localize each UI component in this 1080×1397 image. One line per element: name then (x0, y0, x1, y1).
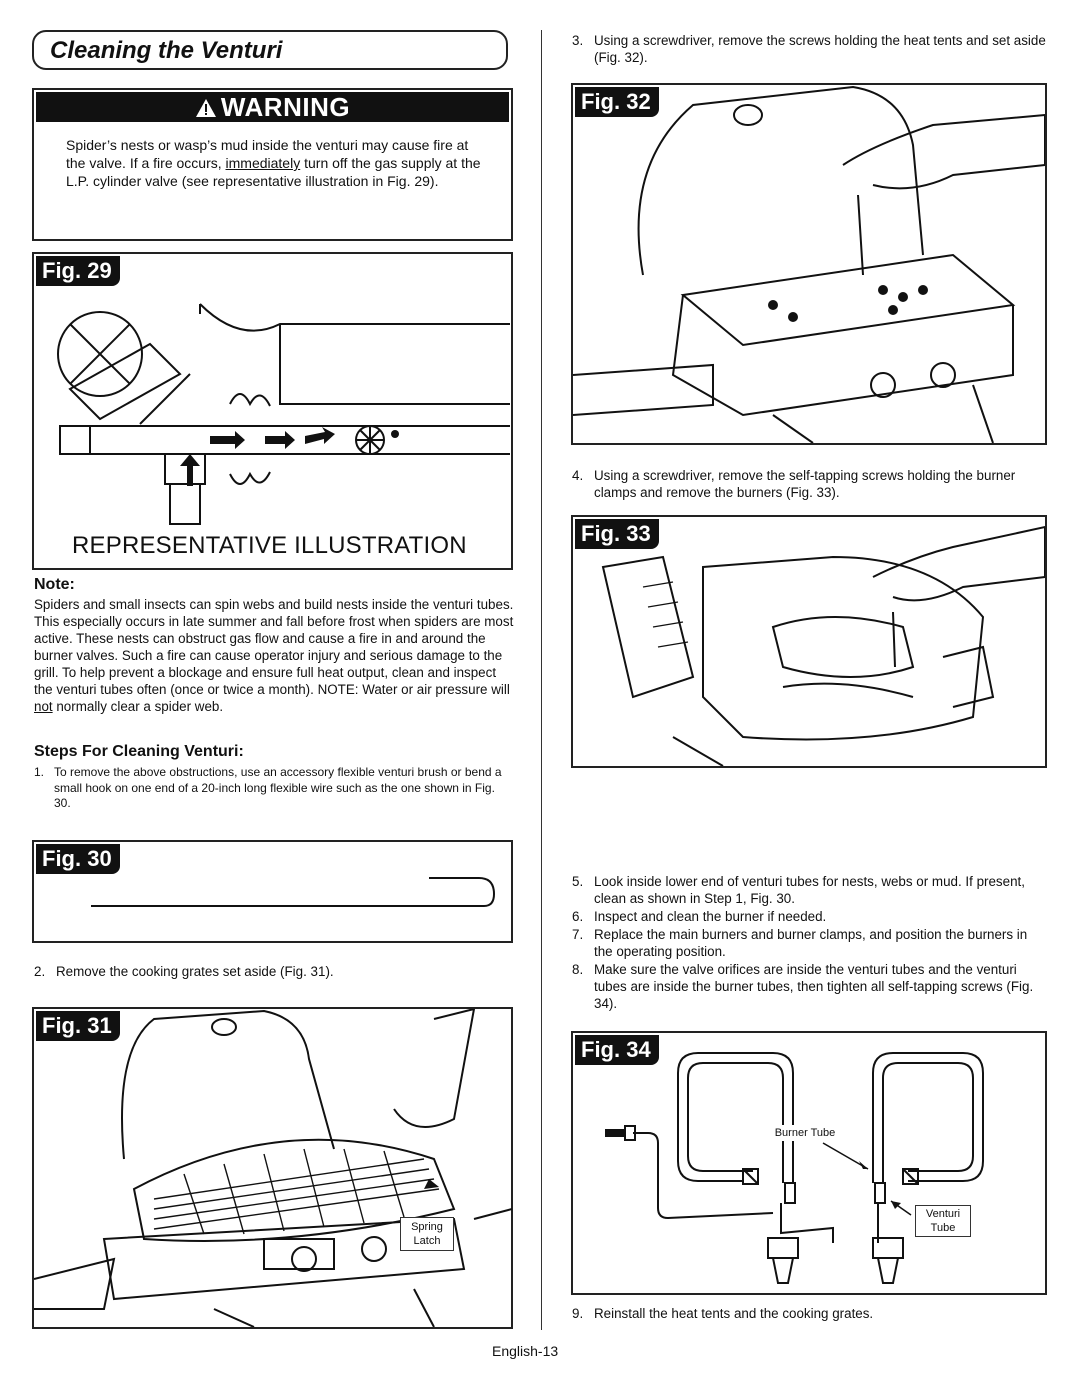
step-2-text: Remove the cooking grates set aside (Fig. 31). (56, 964, 334, 979)
burner-tube-callout: Burner Tube (763, 1125, 847, 1141)
section-title: Cleaning the Venturi (32, 30, 508, 70)
heat-tent-removal-illustration (573, 85, 1045, 443)
venturi-illustration (40, 294, 510, 532)
figure-31-label: Fig. 31 (36, 1011, 120, 1041)
warning-box (32, 88, 513, 241)
step-8 (572, 961, 1048, 1015)
step-9-text: Reinstall the heat tents and the cooking grates. (594, 1306, 874, 1321)
figure-33-label: Fig. 33 (575, 519, 659, 549)
note-text (34, 596, 514, 715)
note-heading: Note: (34, 576, 75, 593)
hook-wire-illustration (89, 870, 499, 910)
step-4-text: Using a screwdriver, remove the self-tapping screws holding the burner clamps and remove the burners (Fig. 33). (594, 468, 1016, 500)
figure-31 (32, 1007, 513, 1329)
spring-latch-callout: Spring Latch (400, 1217, 454, 1251)
figure-30-label: Fig. 30 (36, 844, 120, 874)
step-3-number: 3. (572, 33, 584, 48)
burner-venturi-illustration (573, 1033, 1045, 1293)
step-2 (34, 963, 514, 983)
warning-text (34, 122, 511, 190)
warning-header-text: WARNING (220, 92, 351, 122)
column-divider (541, 30, 542, 1330)
figure-34-label: Fig. 34 (575, 1035, 659, 1065)
step-1 (34, 765, 514, 815)
figure-33 (571, 515, 1047, 768)
step-5-number: 5. (572, 874, 584, 889)
step-9-number: 9. (572, 1306, 584, 1321)
note-text-part2: normally clear a spider web. (56, 699, 224, 714)
step-3-text: Using a screwdriver, remove the screws holding the heat tents and set aside (Fig. 32). (594, 33, 1046, 65)
step-1-text: To remove the above obstructions, use an accessory flexible venturi brush or bend a small hook on one end of a 20-inch long flexible wire such as the one shown in Fig. 30. (54, 765, 502, 810)
step-5-text: Look inside lower end of venturi tubes for nests, webs or mud. If present, clean as shown in Step 1, Fig. 30. (594, 874, 1025, 906)
steps-heading: Steps For Cleaning Venturi: (34, 743, 244, 760)
step-1-number: 1. (34, 765, 45, 779)
warning-triangle-icon (195, 98, 217, 118)
figure-30 (32, 840, 513, 943)
figure-32 (571, 83, 1047, 445)
step-2-number: 2. (34, 964, 46, 979)
step-8-text: Make sure the valve orifices are inside the venturi tubes and the venturi tubes are inside the burner tubes, then tighten all self-tapping screws (Fig. 34). (594, 962, 1034, 1011)
figure-29 (32, 252, 513, 570)
warning-text-part1: Spider’s nests or wasp’s mud inside the venturi may cause fire at the valve. If a fire occurs, (66, 137, 469, 171)
note-text-part1: Spiders and small insects can spin webs and build nests inside the venturi tubes. This especially occurs in late summer and fall before frost when spiders are most active. These nests can obstruct gas flow and cause a fire in and around the burner valves. Such a fire can cause operator injury and serious damage to the grill. To help prevent a blockage and ensure full heat output, clean and inspect the venturi tubes often (once or twice a month). NOTE: Water or air pressure will (34, 597, 514, 697)
step-7 (572, 926, 1048, 962)
step-7-text: Replace the main burners and burner clamps, and position the burners in the operating position. (594, 927, 1028, 959)
step-4 (572, 467, 1048, 503)
figure-29-caption: REPRESENTATIVE ILLUSTRATION (72, 532, 467, 559)
warning-header (36, 92, 509, 122)
step-6-number: 6. (572, 909, 584, 924)
step-5 (572, 873, 1048, 909)
step-6-text: Inspect and clean the burner if needed. (594, 909, 827, 924)
warning-text-part2: turn off the gas supply at the L.P. cylinder valve (see representative illustration in Fig. 29). (66, 155, 481, 189)
step-9 (572, 1305, 1048, 1323)
grill-grate-illustration (34, 1009, 512, 1327)
step-7-number: 7. (572, 927, 584, 942)
venturi-tube-callout: Venturi Tube (915, 1205, 971, 1237)
warning-text-underlined: immediately (225, 155, 301, 171)
note-text-underlined: not (34, 699, 53, 714)
burner-removal-illustration (573, 517, 1045, 766)
step-4-number: 4. (572, 468, 584, 483)
figure-34 (571, 1031, 1047, 1295)
step-6 (572, 908, 1048, 926)
step-8-number: 8. (572, 962, 584, 977)
figure-29-label: Fig. 29 (36, 256, 120, 286)
page-footer: English-13 (492, 1343, 559, 1359)
step-3 (572, 32, 1048, 68)
figure-32-label: Fig. 32 (575, 87, 659, 117)
